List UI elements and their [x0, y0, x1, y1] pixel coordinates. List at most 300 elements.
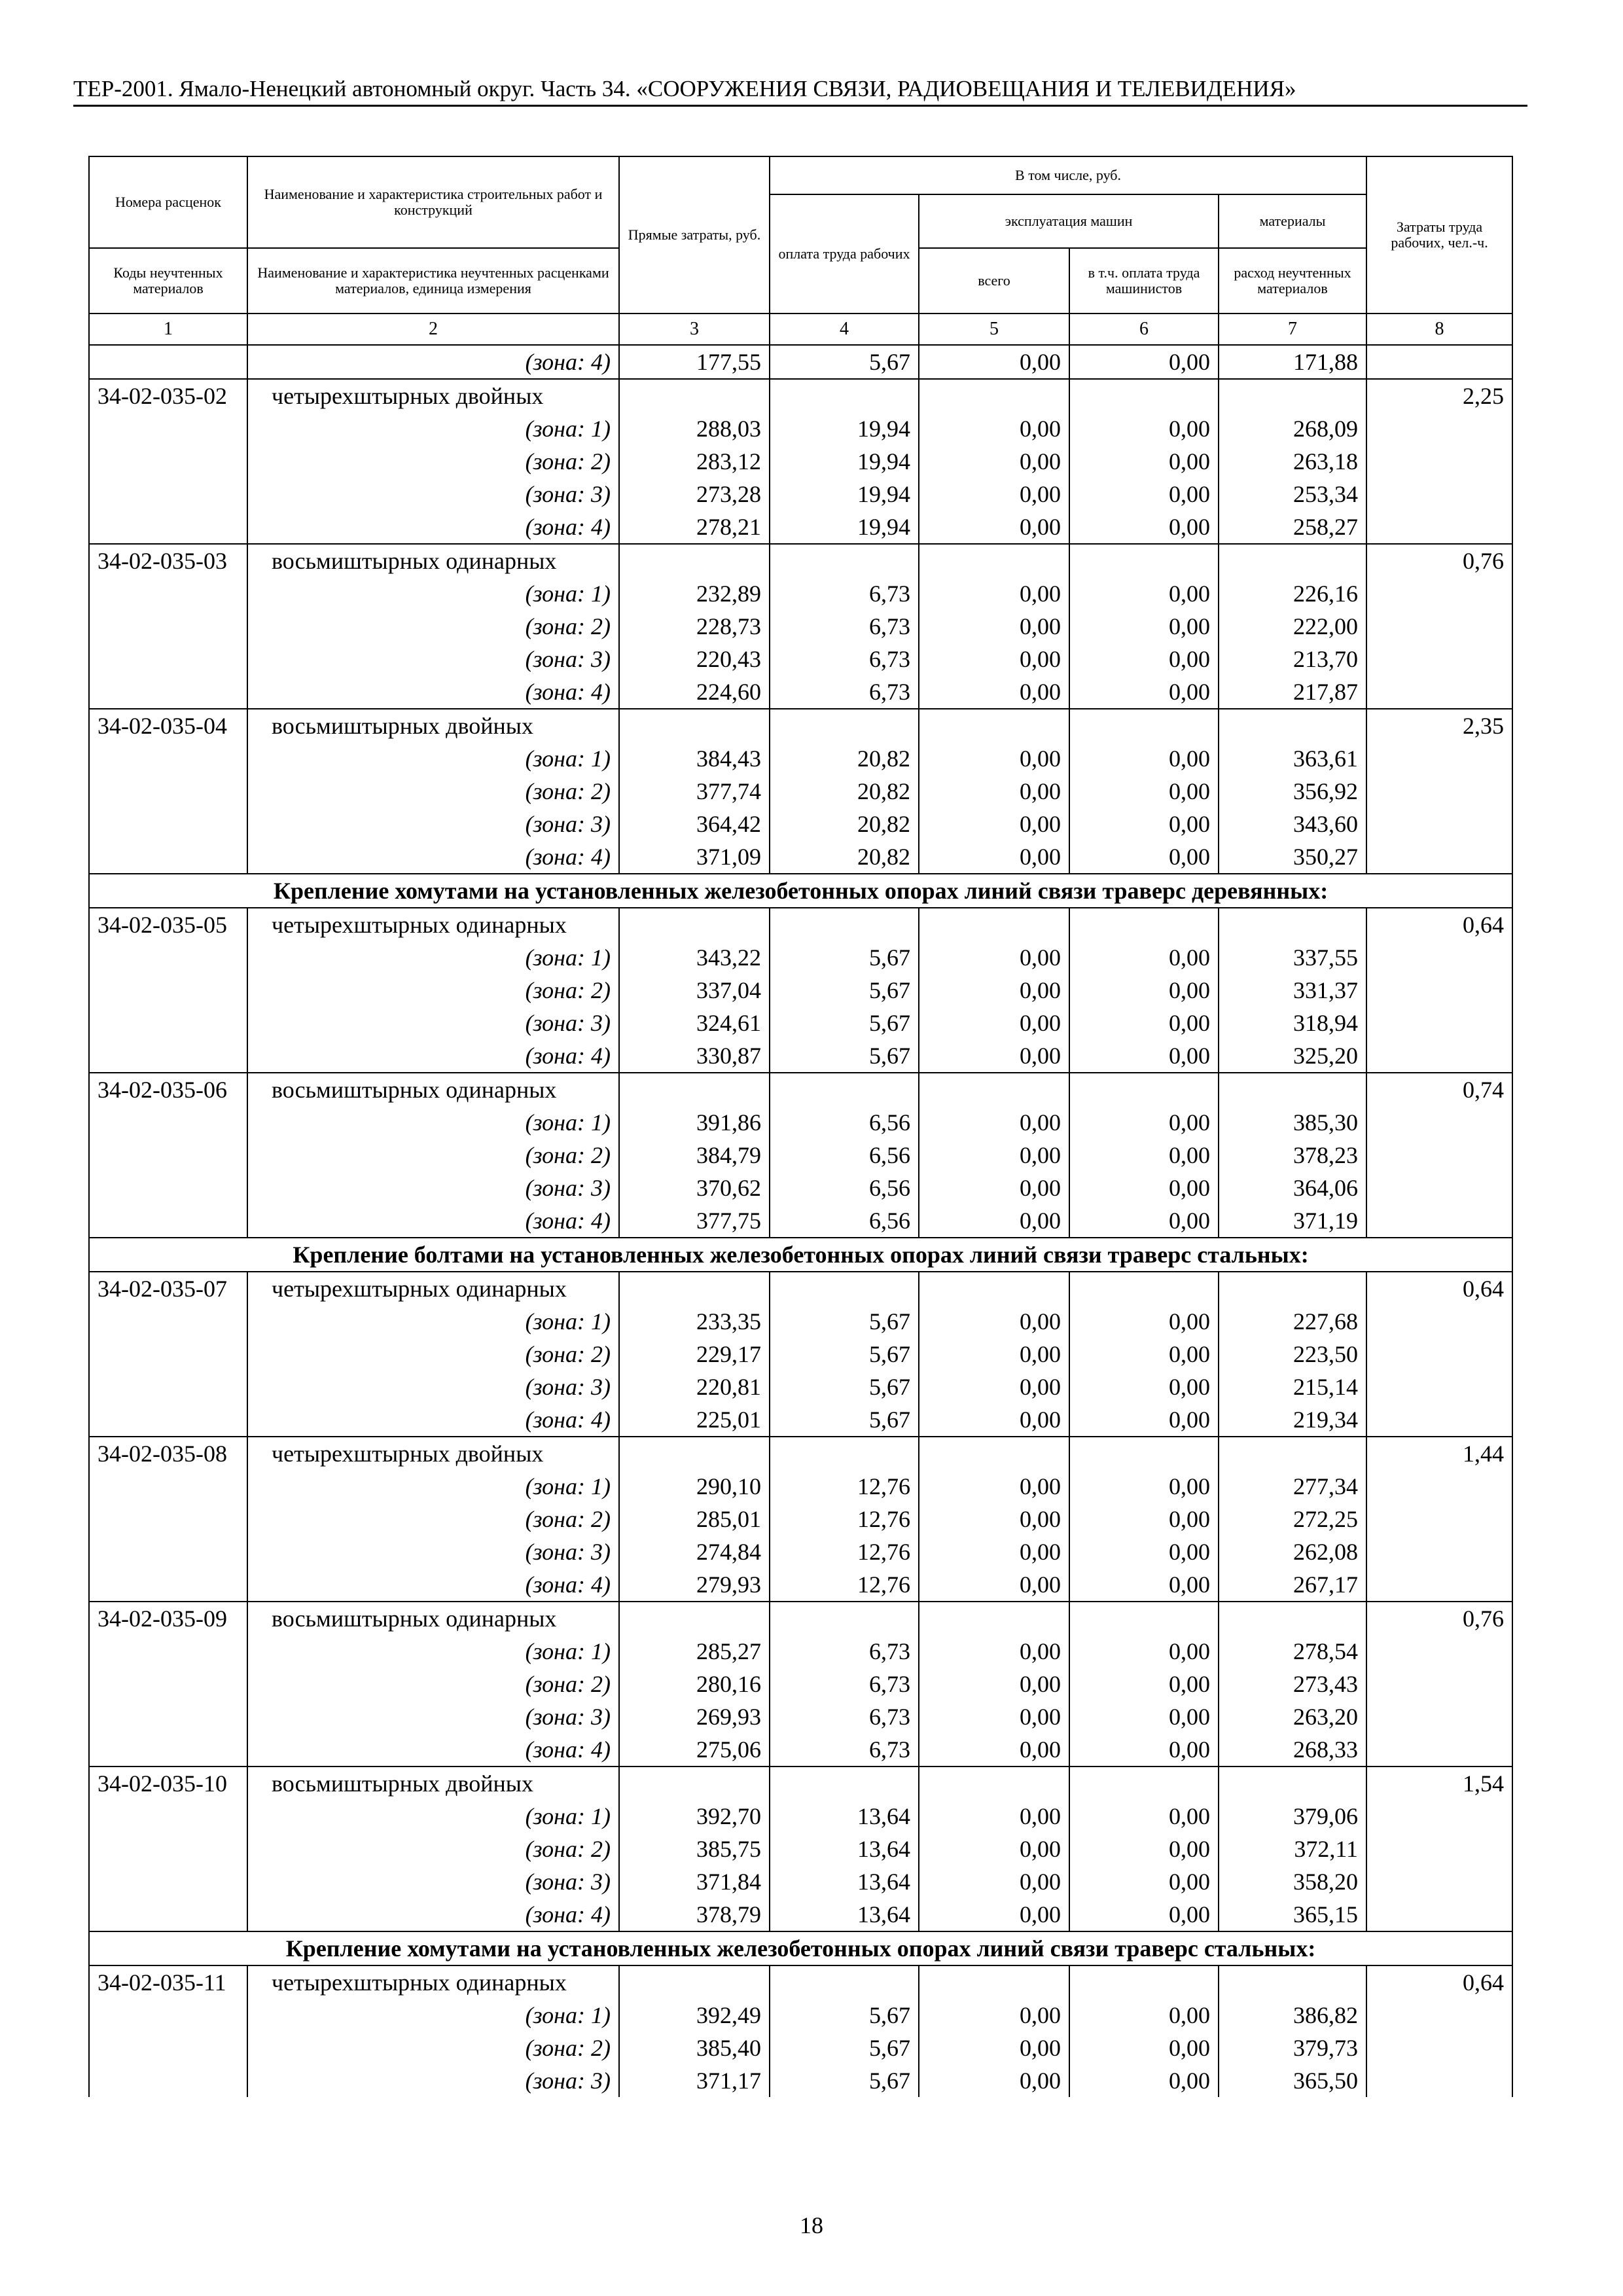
worker-pay-value: 13,64: [770, 1898, 919, 1931]
worker-pay-value: 5,67: [770, 1371, 919, 1403]
empty-cell: [619, 1602, 770, 1635]
empty-cell: [619, 1073, 770, 1106]
zone-label: (зона: 4): [247, 1733, 619, 1767]
worker-pay-value: 5,67: [770, 974, 919, 1007]
rate-code-row: [89, 379, 1512, 412]
empty-cell: [1219, 379, 1366, 412]
zone-row: [89, 1106, 1512, 1139]
header-rate-numbers: Номера расценок: [89, 156, 247, 248]
zone-row: [89, 742, 1512, 775]
table-header: [89, 156, 1512, 345]
zone-row: [89, 1172, 1512, 1204]
column-number: 6: [1069, 314, 1219, 345]
zone-row: [89, 1535, 1512, 1568]
machine-total-value: 0,00: [919, 1470, 1069, 1503]
empty-cell: [619, 379, 770, 412]
material-consumption-value: 343,60: [1219, 808, 1366, 840]
direct-costs-value: 224,60: [619, 675, 770, 709]
zone-label: (зона: 3): [247, 808, 619, 840]
direct-costs-value: 392,49: [619, 1999, 770, 2032]
work-name: восьмиштырных одинарных: [247, 544, 619, 577]
labor-cell-empty: [1366, 511, 1512, 544]
rate-code: 34-02-035-06: [89, 1073, 247, 1106]
labor-cell-empty: [1366, 445, 1512, 478]
worker-pay-value: 6,73: [770, 675, 919, 709]
worker-pay-value: 5,67: [770, 345, 919, 379]
direct-costs-value: 371,09: [619, 840, 770, 874]
machine-total-value: 0,00: [919, 941, 1069, 974]
code-cell-empty: [89, 1568, 247, 1602]
zone-label: (зона: 1): [247, 577, 619, 610]
rate-code: 34-02-035-03: [89, 544, 247, 577]
worker-pay-value: 19,94: [770, 445, 919, 478]
zone-label: (зона: 4): [247, 1403, 619, 1437]
empty-cell: [1069, 1073, 1219, 1106]
code-cell-empty: [89, 610, 247, 643]
material-consumption-value: 219,34: [1219, 1403, 1366, 1437]
worker-pay-value: 5,67: [770, 1039, 919, 1073]
worker-pay-value: 6,73: [770, 643, 919, 675]
direct-costs-value: 220,81: [619, 1371, 770, 1403]
direct-costs-value: 371,17: [619, 2064, 770, 2097]
empty-cell: [770, 1767, 919, 1800]
column-number: 7: [1219, 314, 1366, 345]
header-divider: [73, 105, 1527, 107]
operator-pay-value: 0,00: [1069, 1833, 1219, 1865]
machine-total-value: 0,00: [919, 840, 1069, 874]
empty-cell: [919, 1602, 1069, 1635]
operator-pay-value: 0,00: [1069, 445, 1219, 478]
empty-cell: [919, 1965, 1069, 1999]
header-work-name: Наименование и характеристика строительных работ и конструкций: [247, 156, 619, 248]
direct-costs-value: 273,28: [619, 478, 770, 511]
zone-row: [89, 1800, 1512, 1833]
machine-total-value: 0,00: [919, 1039, 1069, 1073]
direct-costs-value: 280,16: [619, 1668, 770, 1700]
rate-code-row: [89, 1272, 1512, 1305]
labor-cell-empty: [1366, 941, 1512, 974]
operator-pay-value: 0,00: [1069, 1139, 1219, 1172]
empty-cell: [1069, 1767, 1219, 1800]
machine-total-value: 0,00: [919, 775, 1069, 808]
material-consumption-value: 386,82: [1219, 1999, 1366, 2032]
worker-pay-value: 20,82: [770, 808, 919, 840]
empty-cell: [1069, 544, 1219, 577]
zone-row: [89, 445, 1512, 478]
empty-cell: [770, 1073, 919, 1106]
operator-pay-value: 0,00: [1069, 478, 1219, 511]
rate-code: 34-02-035-11: [89, 1965, 247, 1999]
zone-row: [89, 511, 1512, 544]
zone-row: [89, 808, 1512, 840]
rate-code-row: [89, 1437, 1512, 1470]
labor-cell-empty: [1366, 1204, 1512, 1238]
zone-row: [89, 610, 1512, 643]
direct-costs-value: 384,79: [619, 1139, 770, 1172]
labor-cell-empty: [1366, 1668, 1512, 1700]
worker-pay-value: 12,76: [770, 1568, 919, 1602]
worker-pay-value: 19,94: [770, 511, 919, 544]
code-cell-empty: [89, 1204, 247, 1238]
header-material-names: Наименование и характеристика неучтенных расценками материалов, единица измерения: [247, 248, 619, 314]
operator-pay-value: 0,00: [1069, 1865, 1219, 1898]
code-cell-empty: [89, 1106, 247, 1139]
operator-pay-value: 0,00: [1069, 577, 1219, 610]
zone-row: [89, 775, 1512, 808]
machine-total-value: 0,00: [919, 643, 1069, 675]
header-operator-pay: в т.ч. оплата труда машинистов: [1069, 248, 1219, 314]
operator-pay-value: 0,00: [1069, 675, 1219, 709]
empty-cell: [1219, 908, 1366, 941]
rate-code-row: [89, 908, 1512, 941]
zone-row: [89, 1568, 1512, 1602]
labor-costs-value: 2,35: [1366, 709, 1512, 742]
zone-label: (зона: 2): [247, 1503, 619, 1535]
labor-cell-empty: [1366, 1700, 1512, 1733]
code-cell-empty: [89, 775, 247, 808]
operator-pay-value: 0,00: [1069, 775, 1219, 808]
zone-row: [89, 1833, 1512, 1865]
worker-pay-value: 6,56: [770, 1204, 919, 1238]
direct-costs-value: 220,43: [619, 643, 770, 675]
empty-cell: [1219, 1602, 1366, 1635]
labor-cell-empty: [1366, 742, 1512, 775]
empty-cell: [1219, 1965, 1366, 1999]
column-number: 2: [247, 314, 619, 345]
labor-cell-empty: [1366, 1503, 1512, 1535]
direct-costs-value: 288,03: [619, 412, 770, 445]
zone-label: (зона: 1): [247, 742, 619, 775]
machine-total-value: 0,00: [919, 1139, 1069, 1172]
code-cell-empty: [89, 2064, 247, 2097]
code-cell-empty: [89, 1503, 247, 1535]
labor-cell-empty: [1366, 1172, 1512, 1204]
header-including: В том числе, руб.: [770, 156, 1366, 194]
code-cell-empty: [89, 742, 247, 775]
direct-costs-value: 269,93: [619, 1700, 770, 1733]
worker-pay-value: 5,67: [770, 1338, 919, 1371]
zone-row: [89, 2032, 1512, 2064]
work-name: четырехштырных двойных: [247, 1437, 619, 1470]
worker-pay-value: 5,67: [770, 1305, 919, 1338]
labor-cell-empty: [1366, 1139, 1512, 1172]
column-number-row: [89, 314, 1512, 345]
code-cell-empty: [89, 345, 247, 379]
operator-pay-value: 0,00: [1069, 1305, 1219, 1338]
empty-cell: [919, 379, 1069, 412]
zone-label: (зона: 4): [247, 1039, 619, 1073]
machine-total-value: 0,00: [919, 1172, 1069, 1204]
operator-pay-value: 0,00: [1069, 1470, 1219, 1503]
worker-pay-value: 6,73: [770, 1700, 919, 1733]
material-consumption-value: 385,30: [1219, 1106, 1366, 1139]
worker-pay-value: 5,67: [770, 2064, 919, 2097]
material-consumption-value: 171,88: [1219, 345, 1366, 379]
worker-pay-value: 12,76: [770, 1503, 919, 1535]
empty-cell: [619, 908, 770, 941]
header-total: всего: [919, 248, 1069, 314]
direct-costs-value: 391,86: [619, 1106, 770, 1139]
code-cell-empty: [89, 577, 247, 610]
empty-cell: [619, 544, 770, 577]
worker-pay-value: 20,82: [770, 742, 919, 775]
work-name: четырехштырных одинарных: [247, 1965, 619, 1999]
code-cell-empty: [89, 643, 247, 675]
direct-costs-value: 290,10: [619, 1470, 770, 1503]
header-materials: материалы: [1219, 194, 1366, 248]
worker-pay-value: 5,67: [770, 1007, 919, 1039]
zone-row: [89, 1865, 1512, 1898]
operator-pay-value: 0,00: [1069, 941, 1219, 974]
worker-pay-value: 6,73: [770, 577, 919, 610]
labor-cell-empty: [1366, 610, 1512, 643]
operator-pay-value: 0,00: [1069, 1535, 1219, 1568]
material-consumption-value: 372,11: [1219, 1833, 1366, 1865]
operator-pay-value: 0,00: [1069, 345, 1219, 379]
operator-pay-value: 0,00: [1069, 412, 1219, 445]
operator-pay-value: 0,00: [1069, 1007, 1219, 1039]
material-consumption-value: 272,25: [1219, 1503, 1366, 1535]
machine-total-value: 0,00: [919, 1635, 1069, 1668]
work-name: восьмиштырных одинарных: [247, 1602, 619, 1635]
direct-costs-value: 274,84: [619, 1535, 770, 1568]
labor-costs-value: 0,64: [1366, 908, 1512, 941]
page-number: 18: [800, 2212, 823, 2238]
work-name: восьмиштырных двойных: [247, 1767, 619, 1800]
zone-label: (зона: 2): [247, 1139, 619, 1172]
code-cell-empty: [89, 1898, 247, 1931]
labor-costs-value: 1,54: [1366, 1767, 1512, 1800]
labor-cell-empty: [1366, 577, 1512, 610]
labor-costs-value: 0,76: [1366, 1602, 1512, 1635]
labor-cell-empty: [1366, 808, 1512, 840]
worker-pay-value: 5,67: [770, 1403, 919, 1437]
machine-total-value: 0,00: [919, 1568, 1069, 1602]
labor-cell-empty: [1366, 2064, 1512, 2097]
labor-cell-empty: [1366, 840, 1512, 874]
empty-cell: [770, 1272, 919, 1305]
material-consumption-value: 378,23: [1219, 1139, 1366, 1172]
empty-cell: [1219, 709, 1366, 742]
direct-costs-value: 283,12: [619, 445, 770, 478]
material-consumption-value: 365,15: [1219, 1898, 1366, 1931]
machine-total-value: 0,00: [919, 974, 1069, 1007]
code-cell-empty: [89, 1139, 247, 1172]
zone-label: (зона: 4): [247, 1898, 619, 1931]
zone-row: [89, 1403, 1512, 1437]
labor-cell-empty: [1366, 1535, 1512, 1568]
labor-cell-empty: [1366, 1733, 1512, 1767]
code-cell-empty: [89, 1733, 247, 1767]
machine-total-value: 0,00: [919, 478, 1069, 511]
machine-total-value: 0,00: [919, 1204, 1069, 1238]
empty-cell: [619, 709, 770, 742]
labor-cell-empty: [1366, 1305, 1512, 1338]
work-name: восьмиштырных двойных: [247, 709, 619, 742]
operator-pay-value: 0,00: [1069, 1635, 1219, 1668]
empty-cell: [770, 544, 919, 577]
material-consumption-value: 363,61: [1219, 742, 1366, 775]
header-worker-pay: оплата труда рабочих: [770, 194, 919, 314]
material-consumption-value: 365,50: [1219, 2064, 1366, 2097]
zone-label: (зона: 4): [247, 1204, 619, 1238]
zone-label: (зона: 4): [247, 1568, 619, 1602]
direct-costs-value: 385,40: [619, 2032, 770, 2064]
worker-pay-value: 19,94: [770, 412, 919, 445]
machine-total-value: 0,00: [919, 1833, 1069, 1865]
labor-costs-value: 0,74: [1366, 1073, 1512, 1106]
machine-total-value: 0,00: [919, 412, 1069, 445]
direct-costs-value: 385,75: [619, 1833, 770, 1865]
labor-cell-empty: [1366, 2032, 1512, 2064]
labor-cell-empty: [1366, 1635, 1512, 1668]
labor-costs-value: 1,44: [1366, 1437, 1512, 1470]
machine-total-value: 0,00: [919, 1700, 1069, 1733]
direct-costs-value: 392,70: [619, 1800, 770, 1833]
zone-label: (зона: 2): [247, 1338, 619, 1371]
code-cell-empty: [89, 1999, 247, 2032]
material-consumption-value: 213,70: [1219, 643, 1366, 675]
machine-total-value: 0,00: [919, 675, 1069, 709]
zone-label: (зона: 2): [247, 610, 619, 643]
empty-cell: [619, 1767, 770, 1800]
rate-code: 34-02-035-02: [89, 379, 247, 412]
direct-costs-value: 370,62: [619, 1172, 770, 1204]
labor-cell-empty: [1366, 1800, 1512, 1833]
zone-label: (зона: 4): [247, 840, 619, 874]
zone-label: (зона: 1): [247, 1470, 619, 1503]
machine-total-value: 0,00: [919, 1668, 1069, 1700]
zone-row: [89, 1733, 1512, 1767]
labor-cell-empty: [1366, 1999, 1512, 2032]
code-cell-empty: [89, 808, 247, 840]
worker-pay-value: 5,67: [770, 2032, 919, 2064]
operator-pay-value: 0,00: [1069, 2032, 1219, 2064]
direct-costs-value: 229,17: [619, 1338, 770, 1371]
machine-total-value: 0,00: [919, 1305, 1069, 1338]
rate-code-row: [89, 1073, 1512, 1106]
zone-label: (зона: 2): [247, 974, 619, 1007]
worker-pay-value: 6,73: [770, 610, 919, 643]
labor-costs-value: 0,64: [1366, 1272, 1512, 1305]
labor-cell-empty: [1366, 643, 1512, 675]
zone-row: [89, 1371, 1512, 1403]
zone-label: (зона: 1): [247, 1635, 619, 1668]
empty-cell: [1069, 1602, 1219, 1635]
operator-pay-value: 0,00: [1069, 1568, 1219, 1602]
material-consumption-value: 379,73: [1219, 2032, 1366, 2064]
machine-total-value: 0,00: [919, 1503, 1069, 1535]
material-consumption-value: 268,33: [1219, 1733, 1366, 1767]
machine-total-value: 0,00: [919, 808, 1069, 840]
zone-label: (зона: 3): [247, 643, 619, 675]
operator-pay-value: 0,00: [1069, 1039, 1219, 1073]
zone-label: (зона: 4): [247, 675, 619, 709]
direct-costs-value: 275,06: [619, 1733, 770, 1767]
column-number: 5: [919, 314, 1069, 345]
worker-pay-value: 12,76: [770, 1470, 919, 1503]
empty-cell: [919, 1073, 1069, 1106]
empty-cell: [1069, 1965, 1219, 1999]
material-consumption-value: 273,43: [1219, 1668, 1366, 1700]
code-cell-empty: [89, 1470, 247, 1503]
worker-pay-value: 19,94: [770, 478, 919, 511]
empty-cell: [770, 1602, 919, 1635]
zone-label: (зона: 3): [247, 1371, 619, 1403]
code-cell-empty: [89, 1865, 247, 1898]
worker-pay-value: 6,56: [770, 1106, 919, 1139]
worker-pay-value: 6,56: [770, 1139, 919, 1172]
material-consumption-value: 278,54: [1219, 1635, 1366, 1668]
zone-label: (зона: 4): [247, 511, 619, 544]
machine-total-value: 0,00: [919, 1403, 1069, 1437]
rate-code-row: [89, 709, 1512, 742]
empty-cell: [919, 544, 1069, 577]
header-direct-costs: Прямые затраты, руб.: [619, 156, 770, 314]
direct-costs-value: 279,93: [619, 1568, 770, 1602]
code-cell-empty: [89, 1668, 247, 1700]
material-consumption-value: 267,17: [1219, 1568, 1366, 1602]
material-consumption-value: 258,27: [1219, 511, 1366, 544]
zone-row: [89, 1635, 1512, 1668]
empty-cell: [919, 908, 1069, 941]
column-number: 3: [619, 314, 770, 345]
labor-cell-empty: [1366, 412, 1512, 445]
material-consumption-value: 226,16: [1219, 577, 1366, 610]
rate-code: 34-02-035-09: [89, 1602, 247, 1635]
empty-cell: [1219, 1272, 1366, 1305]
section-heading: Крепление болтами на установленных железобетонных опорах линий связи траверс стальных:: [89, 1238, 1512, 1272]
operator-pay-value: 0,00: [1069, 1800, 1219, 1833]
zone-row: [89, 941, 1512, 974]
material-consumption-value: 356,92: [1219, 775, 1366, 808]
direct-costs-value: 225,01: [619, 1403, 770, 1437]
direct-costs-value: 278,21: [619, 511, 770, 544]
code-cell-empty: [89, 1700, 247, 1733]
zone-row: [89, 2064, 1512, 2097]
zone-row: [89, 675, 1512, 709]
empty-cell: [1219, 544, 1366, 577]
zone-row: [89, 478, 1512, 511]
labor-cell-empty: [1366, 1470, 1512, 1503]
labor-costs-value: 0,76: [1366, 544, 1512, 577]
empty-cell: [1069, 1437, 1219, 1470]
empty-cell: [619, 1437, 770, 1470]
material-consumption-value: 217,87: [1219, 675, 1366, 709]
operator-pay-value: 0,00: [1069, 840, 1219, 874]
zone-row: [89, 1338, 1512, 1371]
operator-pay-value: 0,00: [1069, 1403, 1219, 1437]
machine-total-value: 0,00: [919, 1865, 1069, 1898]
empty-cell: [1069, 1272, 1219, 1305]
material-consumption-value: 223,50: [1219, 1338, 1366, 1371]
zone-label: (зона: 1): [247, 941, 619, 974]
zone-label: (зона: 1): [247, 1106, 619, 1139]
material-consumption-value: 222,00: [1219, 610, 1366, 643]
zone-label: (зона: 1): [247, 1305, 619, 1338]
worker-pay-value: 5,67: [770, 1999, 919, 2032]
worker-pay-value: 6,73: [770, 1668, 919, 1700]
code-cell-empty: [89, 1039, 247, 1073]
worker-pay-value: 12,76: [770, 1535, 919, 1568]
labor-cell-empty: [1366, 1007, 1512, 1039]
direct-costs-value: 384,43: [619, 742, 770, 775]
table-body: [89, 345, 1512, 2097]
code-cell-empty: [89, 511, 247, 544]
code-cell-empty: [89, 675, 247, 709]
rate-code: 34-02-035-07: [89, 1272, 247, 1305]
material-consumption-value: 364,06: [1219, 1172, 1366, 1204]
